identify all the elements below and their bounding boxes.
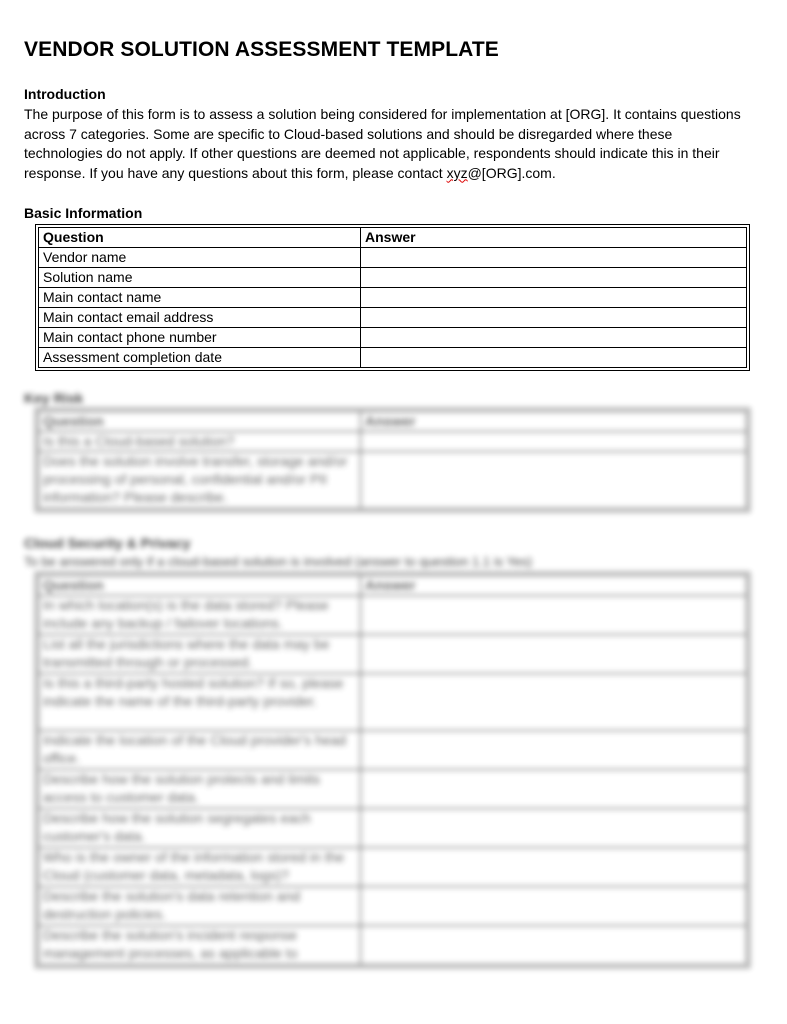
table-row bbox=[39, 432, 747, 452]
question-cell: Assessment completion date bbox=[39, 348, 361, 368]
answer-cell[interactable] bbox=[361, 635, 747, 674]
question-cell: Main contact name bbox=[39, 288, 361, 308]
question-cell: Main contact email address bbox=[39, 308, 361, 328]
question-cell: List all the jurisdictions where the data may be transmitted through or processed. bbox=[39, 635, 361, 674]
answer-cell[interactable] bbox=[361, 887, 747, 926]
table-row bbox=[39, 926, 747, 965]
table-row bbox=[39, 596, 747, 635]
answer-cell[interactable] bbox=[361, 731, 747, 770]
table-row bbox=[39, 288, 747, 308]
question-cell: Describe the solution's incident response management processes, as applicable to bbox=[39, 926, 361, 965]
answer-cell[interactable] bbox=[361, 308, 747, 328]
document-title: VENDOR SOLUTION ASSESSMENT TEMPLATE bbox=[24, 38, 499, 61]
column-header-question: Question bbox=[39, 576, 361, 596]
question-cell: Solution name bbox=[39, 268, 361, 288]
answer-cell[interactable] bbox=[361, 248, 747, 268]
answer-cell[interactable] bbox=[361, 848, 747, 887]
cloud-security-table bbox=[35, 572, 750, 968]
table-header-row bbox=[39, 412, 747, 432]
question-cell: Main contact phone number bbox=[39, 328, 361, 348]
introduction-heading: Introduction bbox=[24, 86, 106, 102]
answer-cell[interactable] bbox=[361, 288, 747, 308]
column-header-answer: Answer bbox=[361, 576, 747, 596]
table-header-row bbox=[39, 576, 747, 596]
question-cell: Is this a Cloud-based solution? bbox=[39, 432, 361, 452]
table-row bbox=[39, 308, 747, 328]
email-user-spellcheck: xyz bbox=[446, 164, 468, 181]
key-risk-heading: Key Risk bbox=[24, 390, 84, 406]
question-cell: Does the solution involve transfer, storage and/or processing of personal, confidential and/or PII information? Please describe. bbox=[39, 452, 361, 509]
column-header-answer: Answer bbox=[361, 412, 747, 432]
introduction-body: The purpose of this form is to assess a solution being considered for implementation at [ORG]. It contains questions across 7 categories. Some are specific to Cloud-based solutions and should be disregarded where these technologies do not apply. If other questions are deemed not applicable, respondents should indicate this in their response. If you have any questions about this form, please contact bbox=[24, 106, 741, 181]
answer-cell[interactable] bbox=[361, 268, 747, 288]
answer-cell[interactable] bbox=[361, 809, 747, 848]
key-risk-table bbox=[35, 408, 750, 512]
table-row bbox=[39, 887, 747, 926]
table-row bbox=[39, 328, 747, 348]
answer-cell[interactable] bbox=[361, 926, 747, 965]
answer-cell[interactable] bbox=[361, 596, 747, 635]
table-row bbox=[39, 348, 747, 368]
answer-cell[interactable] bbox=[361, 770, 747, 809]
question-cell: Who is the owner of the information stored in the Cloud (customer data, metadata, logs)? bbox=[39, 848, 361, 887]
question-cell: Describe how the solution segregates each customer's data. bbox=[39, 809, 361, 848]
email-domain: @[ORG].com. bbox=[467, 164, 556, 181]
question-cell: In which location(s) is the data stored? Please include any backup / failover locations. bbox=[39, 596, 361, 635]
question-cell: Is this a third-party hosted solution? If so, please indicate the name of the third-party provider. bbox=[39, 674, 361, 731]
table-row bbox=[39, 770, 747, 809]
table-header-row bbox=[39, 228, 747, 248]
answer-cell[interactable] bbox=[361, 328, 747, 348]
cloud-security-heading: Cloud Security & Privacy bbox=[24, 535, 191, 551]
table-row bbox=[39, 248, 747, 268]
table-row bbox=[39, 452, 747, 509]
answer-cell[interactable] bbox=[361, 432, 747, 452]
column-header-question: Question bbox=[39, 412, 361, 432]
question-cell: Vendor name bbox=[39, 248, 361, 268]
basic-information-table bbox=[35, 224, 750, 371]
introduction-text bbox=[24, 105, 744, 183]
column-header-answer: Answer bbox=[361, 228, 747, 248]
table-row bbox=[39, 674, 747, 731]
question-cell: Describe the solution's data retention and destruction policies. bbox=[39, 887, 361, 926]
question-cell: Describe how the solution protects and limits access to customer data. bbox=[39, 770, 361, 809]
column-header-question: Question bbox=[39, 228, 361, 248]
table-row bbox=[39, 809, 747, 848]
answer-cell[interactable] bbox=[361, 348, 747, 368]
cloud-section-note: To be answered only if a cloud-based solution is involved (answer to question 1.1 is Yes) bbox=[24, 554, 533, 569]
basic-information-heading: Basic Information bbox=[24, 205, 143, 221]
question-cell: Indicate the location of the Cloud provider's head office. bbox=[39, 731, 361, 770]
table-row bbox=[39, 268, 747, 288]
table-row bbox=[39, 635, 747, 674]
table-row bbox=[39, 848, 747, 887]
answer-cell[interactable] bbox=[361, 452, 747, 509]
answer-cell[interactable] bbox=[361, 674, 747, 731]
table-row bbox=[39, 731, 747, 770]
